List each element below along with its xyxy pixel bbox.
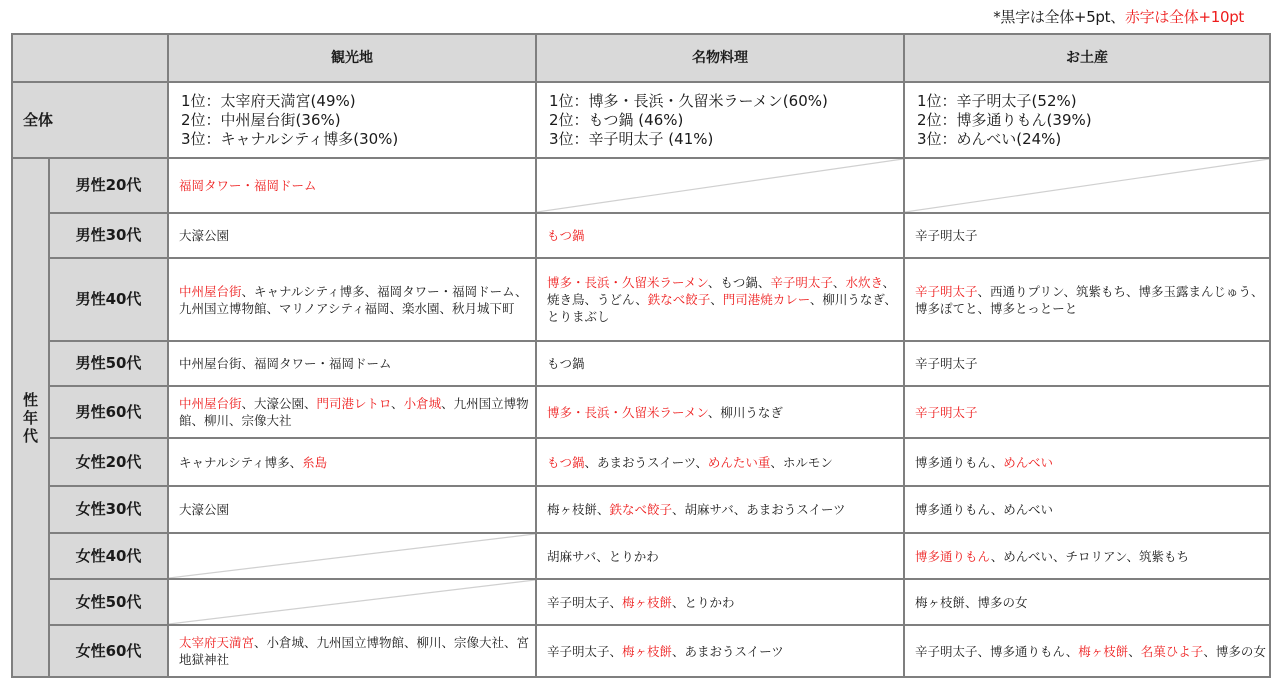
item-text: 、小倉城、九州国立博物館、柳川、宗像大社、宮地獄神社 [179,635,530,667]
diagonal-slash [169,534,535,578]
souvenir-cell [904,258,1270,341]
rank-3: 3位：辛子明太子 (41%) [549,129,714,148]
row-label: 女性20代 [49,438,168,486]
sightseeing-cell [168,486,536,533]
item-text: 、キャナルシティ博多、福岡タワー・福岡ドーム、九州国立博物館、マリノアシティ福岡、楽水園、秋月城下町 [179,283,528,316]
diagonal-slash [905,159,1269,212]
food-cell [536,258,904,341]
diagonal-slash [169,580,535,624]
column-header-sightseeing: 観光地 [168,34,536,82]
row-label: 女性30代 [49,486,168,533]
sightseeing-cell [168,213,536,258]
highlight-text: 糸島 [302,454,328,470]
highlight-text: 鉄なべ餃子 [647,292,711,307]
food-cell [536,625,904,677]
item-text: 大濠公園 [179,228,230,243]
item-text: 、大濠公園、 [241,396,317,411]
rank-1: 1位：太宰府天満宮(49%) [181,91,356,110]
row-label: 男性40代 [49,258,168,341]
souvenir-cell [904,579,1270,625]
item-text: 、あまおうスイーツ、 [584,454,708,470]
row-label: 男性30代 [49,213,168,258]
rank-1: 1位：博多・長浜・久留米ラーメン(60%) [549,91,828,110]
table-row [12,625,1270,677]
highlight-text: もつ鍋 [547,228,585,243]
item-text: 辛子明太子、博多通りもん、 [915,643,1079,659]
highlight-text: 小倉城 [403,396,442,411]
item-text: 、焼き鳥、うどん、 [547,275,895,307]
row-label: 男性50代 [49,341,168,386]
highlight-text: 福岡タワー・福岡ドーム [179,178,317,193]
food-cell-empty [536,158,904,213]
highlight-text: 辛子明太子 [915,404,978,420]
sightseeing-cell [168,386,536,438]
item-text: 梅ヶ枝餅、博多の女 [915,594,1028,610]
souvenir-cell [904,386,1270,438]
item-text: 博多通りもん、めんべい [915,502,1054,517]
table-row [12,158,1270,213]
souvenir-cell [904,213,1270,258]
item-text: 、 [832,275,846,290]
food-cell [536,341,904,386]
item-text: 辛子明太子 [915,228,978,243]
souvenir-cell [904,625,1270,677]
column-header-souvenir: お土産 [904,34,1270,82]
item-text: 、九州国立博物館、柳川、宗像大社 [179,396,529,428]
souvenir-cell [904,438,1270,486]
group-label-age-gender: 性 年 代 [12,158,49,677]
table-row [12,213,1270,258]
food-cell [536,533,904,579]
rank-1: 1位：辛子明太子(52%) [917,91,1077,110]
row-label: 男性20代 [49,158,168,213]
ranking-table [11,33,1271,678]
item-text: 、あまおうスイーツ [672,643,784,659]
item-text: 、胡麻サバ、あまおうスイーツ [672,502,846,517]
rank-2: 2位：博多通りもん(39%) [917,110,1092,129]
souvenir-cell [904,486,1270,533]
overall-sightseeing-cell [168,82,536,158]
table-row [12,533,1270,579]
highlight-text: 中州屋台街 [179,283,242,299]
highlight-text: めんたい重 [707,454,771,470]
item-text: 、柳川うなぎ [707,404,783,420]
item-text: 胡麻サバ、とりかわ [547,548,659,564]
sightseeing-cell-empty [168,533,536,579]
highlight-text: 水炊き [845,275,883,290]
highlight-text: 博多・長浜・久留米ラーメン [547,275,708,290]
sightseeing-cell [168,158,536,213]
rank-3: 3位：めんべい(24%) [917,129,1062,148]
food-cell [536,579,904,625]
diagonal-slash [537,159,903,212]
highlight-text: めんべい [1003,454,1054,470]
sightseeing-cell [168,438,536,486]
food-cell [536,213,904,258]
table-row [12,386,1270,438]
rank-3: 3位：キャナルシティ博多(30%) [181,129,399,148]
table-row [12,579,1270,625]
legend-note [993,6,1244,27]
row-label: 女性50代 [49,579,168,625]
item-text: 中州屋台街、福岡タワー・福岡ドーム [179,356,392,371]
highlight-text: 梅ヶ枝餅 [1078,643,1129,659]
table-row [12,341,1270,386]
food-cell [536,386,904,438]
item-text: もつ鍋 [547,356,585,371]
highlight-text: 中州屋台街 [179,396,242,411]
item-text: 、もつ鍋、 [707,275,771,290]
item-text: 、めんべい、チロリアン、筑紫もち [990,548,1190,564]
sightseeing-cell-empty [168,579,536,625]
row-label: 女性60代 [49,625,168,677]
row-label: 女性40代 [49,533,168,579]
highlight-text: もつ鍋 [547,454,585,470]
item-text: 、柳川うなぎ、とりまぶし [547,292,897,324]
item-text: 、 [1128,643,1141,659]
souvenir-cell [904,341,1270,386]
column-header-food: 名物料理 [536,34,904,82]
highlight-text: 鉄なべ餃子 [609,502,673,517]
item-text: 博多通りもん、 [915,454,1004,470]
item-text: 辛子明太子、 [547,594,623,610]
highlight-text: 名菓ひよ子 [1140,643,1204,659]
item-text: 大濠公園 [179,502,230,517]
rank-2: 2位：中州屋台街(36%) [181,110,341,129]
food-cell [536,486,904,533]
overall-souvenir-cell [904,82,1270,158]
item-text: 梅ヶ枝餅、 [547,502,610,517]
legend-black-text: *黒字は全体+5pt、 [993,8,1125,26]
item-text: キャナルシティ博多、 [179,454,303,470]
legend-red-text: 赤字は全体+10pt [1124,8,1244,26]
item-text: 、 [391,396,404,411]
highlight-text: 辛子明太子 [770,275,833,290]
item-text: 、とりかわ [672,594,735,610]
table-row [12,486,1270,533]
item-text: 、ホルモン [770,454,833,470]
highlight-text: 辛子明太子 [915,283,978,299]
corner-cell [12,34,168,82]
highlight-text: 博多・長浜・久留米ラーメン [547,404,708,420]
item-text: 、博多の女 [1203,643,1266,659]
highlight-text: 梅ヶ枝餅 [622,643,673,659]
row-label: 男性60代 [49,386,168,438]
highlight-text: 門司港焼カレー [722,292,810,307]
item-text: 辛子明太子、 [547,643,623,659]
sightseeing-cell [168,625,536,677]
souvenir-cell [904,533,1270,579]
header-row [12,34,1270,82]
souvenir-cell-empty [904,158,1270,213]
table-row [12,438,1270,486]
highlight-text: 太宰府天満宮 [179,635,255,650]
rank-2: 2位：もつ鍋 (46%) [549,110,684,129]
highlight-text: 門司港レトロ [316,396,392,411]
sightseeing-cell [168,258,536,341]
food-cell [536,438,904,486]
item-text: 辛子明太子 [915,356,978,371]
highlight-text: 梅ヶ枝餅 [622,594,673,610]
overall-label: 全体 [12,82,168,158]
table-row [12,258,1270,341]
sightseeing-cell [168,341,536,386]
item-text: 、西通りプリン、筑紫もち、博多玉露まんじゅう、博多ぽてと、博多とっとーと [915,283,1264,316]
overall-row [12,82,1270,158]
overall-food-cell [536,82,904,158]
highlight-text: 博多通りもん [915,548,991,564]
item-text: 、 [710,292,723,307]
